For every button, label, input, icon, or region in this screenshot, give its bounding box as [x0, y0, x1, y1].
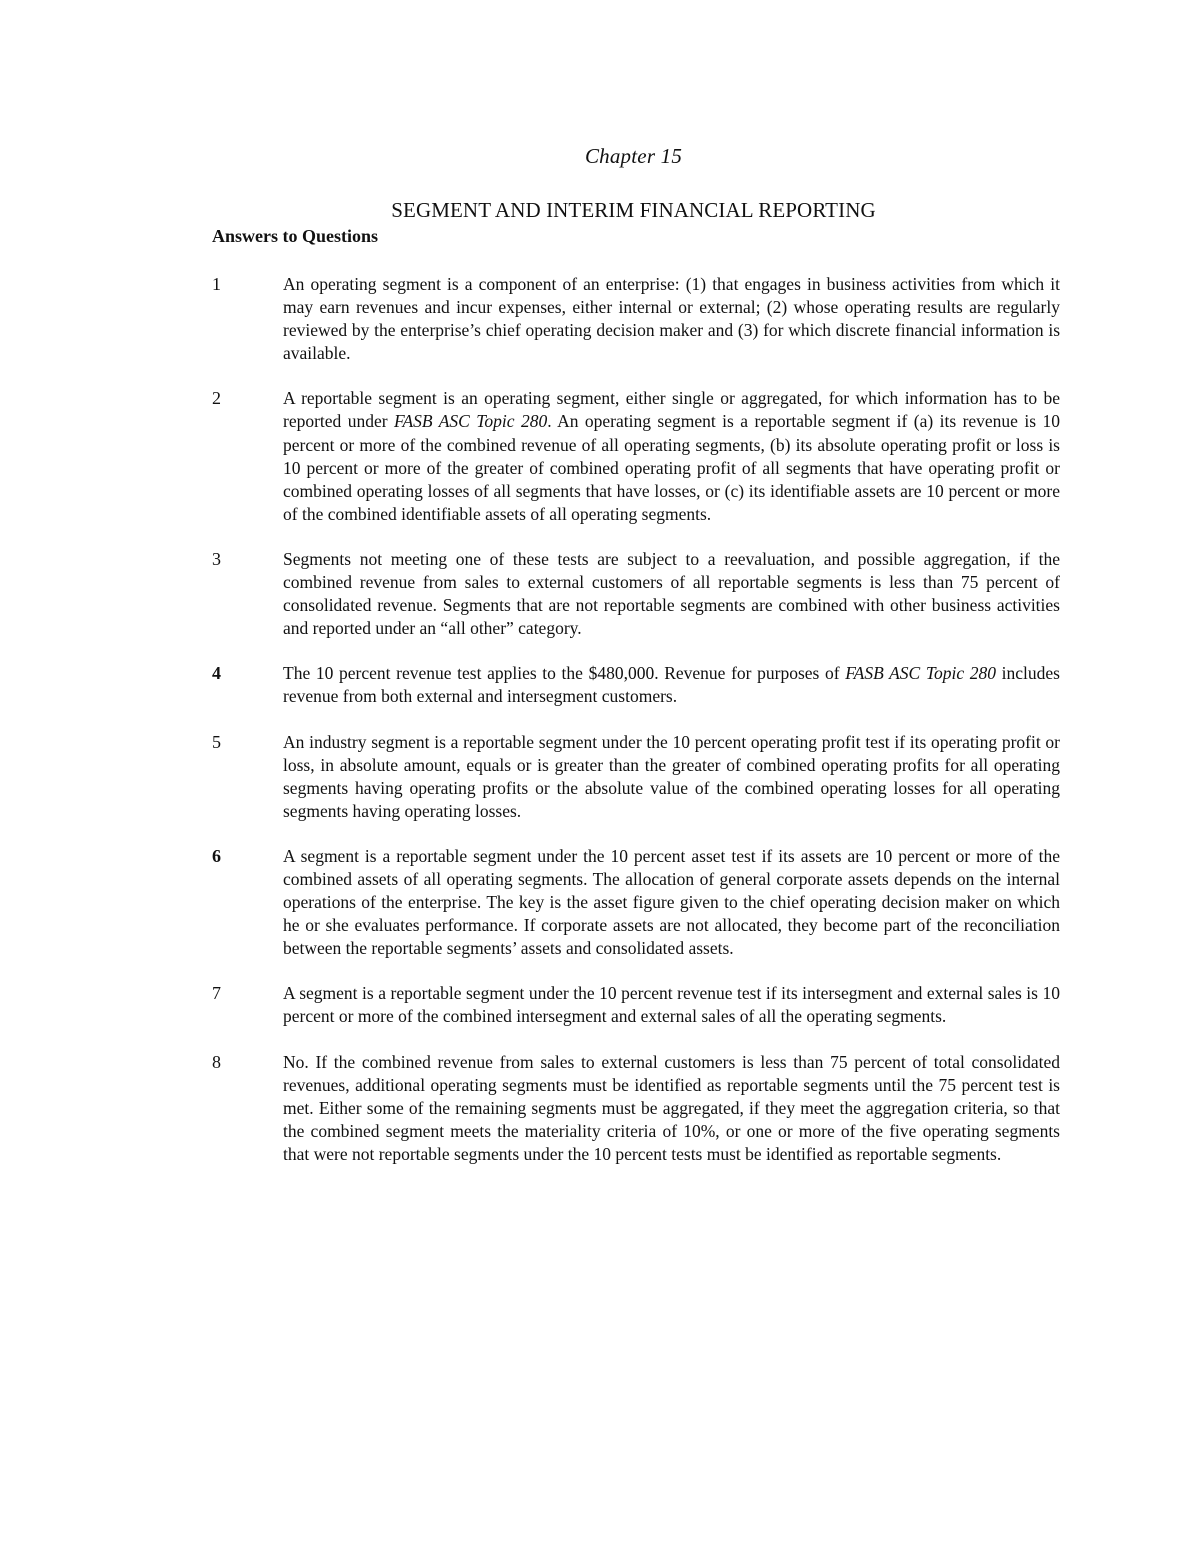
answer-text-segment: The 10 percent revenue test applies to the $480,000. Revenue for purposes of [283, 663, 846, 684]
answer-text-segment: A segment is a reportable segment under the 10 percent asset test if its assets are 10 percent or more of the combined assets of all operating segments. The allocation of general corporate assets depends on the internal operations of the enterprise. The key is the asset figure given to the chief operating decision maker on which he or she evaluates performance. If corporate assets are not allocated, they become part of the reconciliation between the reportable segments’ assets and consolidated assets. [283, 845, 1060, 959]
answer-text [283, 1051, 1060, 1166]
answer-text-italic: FASB ASC Topic 280 [845, 663, 997, 684]
answer-item [212, 273, 1060, 365]
answer-text-segment: A reportable segment is an operating segment, either single or aggregated, for which information has to be reported under [283, 388, 1060, 432]
answer-item [212, 982, 1060, 1028]
answer-text [283, 387, 1060, 526]
section-subtitle: Answers to Questions [212, 226, 379, 246]
answer-text [283, 273, 1060, 365]
answer-text-segment: A segment is a reportable segment under the 10 percent revenue test if its intersegment and external sales is 10 percent or more of the combined intersegment and external sales of all the operating segments. [283, 983, 1060, 1027]
answer-item [212, 845, 1060, 960]
answer-number: 5 [212, 731, 221, 752]
answer-text-segment: An operating segment is a component of an enterprise: (1) that engages in business activities from which it may earn revenues and incur expenses, either internal or external; (2) whose operating results are regularly reviewed by the enterprise’s chief operating decision maker and (3) for which discrete financial information is available. [283, 274, 1060, 364]
answer-text-italic: FASB ASC Topic 280 [394, 411, 548, 432]
document-title: SEGMENT AND INTERIM FINANCIAL REPORTING [391, 198, 876, 222]
answer-text-segment: Segments not meeting one of these tests are subject to a reevaluation, and possible aggregation, if the combined revenue from sales to external customers of all reportable segments is less than 75 percent of consolidated revenue. Segments that are not reportable segments are combined with other business activities and reported under an “all other” category. [283, 548, 1060, 639]
answer-number: 3 [212, 548, 221, 569]
chapter-heading: Chapter 15 [584, 144, 683, 168]
answer-number: 7 [212, 983, 221, 1004]
answer-item [212, 387, 1060, 526]
answer-text [283, 982, 1060, 1028]
answers-list [212, 273, 1060, 1188]
answer-text [283, 845, 1060, 960]
answer-number: 2 [212, 388, 221, 409]
answer-item [212, 662, 1060, 708]
answer-number: 1 [212, 274, 221, 294]
answer-number: 8 [212, 1051, 221, 1072]
answer-item [212, 1051, 1060, 1166]
answer-number: 6 [212, 845, 221, 866]
answer-text-segment: No. If the combined revenue from sales to external customers is less than 75 percent of total consolidated revenues, additional operating segments must be identified as reportable segments until the 75 percent test is met. Either some of the remaining segments must be aggregated, if they meet the aggregation criteria, so that the combined segment meets the materiality criteria of 10%, or one or more of the five operating segments that were not reportable segments under the 10 percent tests must be identified as reportable segments. [283, 1051, 1060, 1164]
answer-text [283, 662, 1060, 708]
answer-text-segment: . An operating segment is a reportable segment if (a) its revenue is 10 percent or more of the combined revenue of all operating segments, (b) its absolute operating profit or loss is 10 percent or more of the greater of combined operating profit of all segments that have operating profit or combined operating losses of all segments that have losses, or (c) its identifiable assets are 10 percent or more of the combined identifiable assets of all operating segments. [283, 411, 1060, 524]
answer-text [283, 731, 1060, 823]
answer-text [283, 548, 1060, 640]
answer-item [212, 731, 1060, 823]
answer-item [212, 548, 1060, 640]
answer-text-segment: includes revenue from both external and intersegment customers. [283, 663, 1060, 707]
answer-text-segment: An industry segment is a reportable segment under the 10 percent operating profit test if its operating profit or loss, in absolute amount, equals or is greater than the greater of combined operating profits for all operating segments having operating profits or the absolute value of the combined operating losses for all operating segments having operating losses. [283, 731, 1060, 821]
answer-number: 4 [212, 663, 221, 684]
